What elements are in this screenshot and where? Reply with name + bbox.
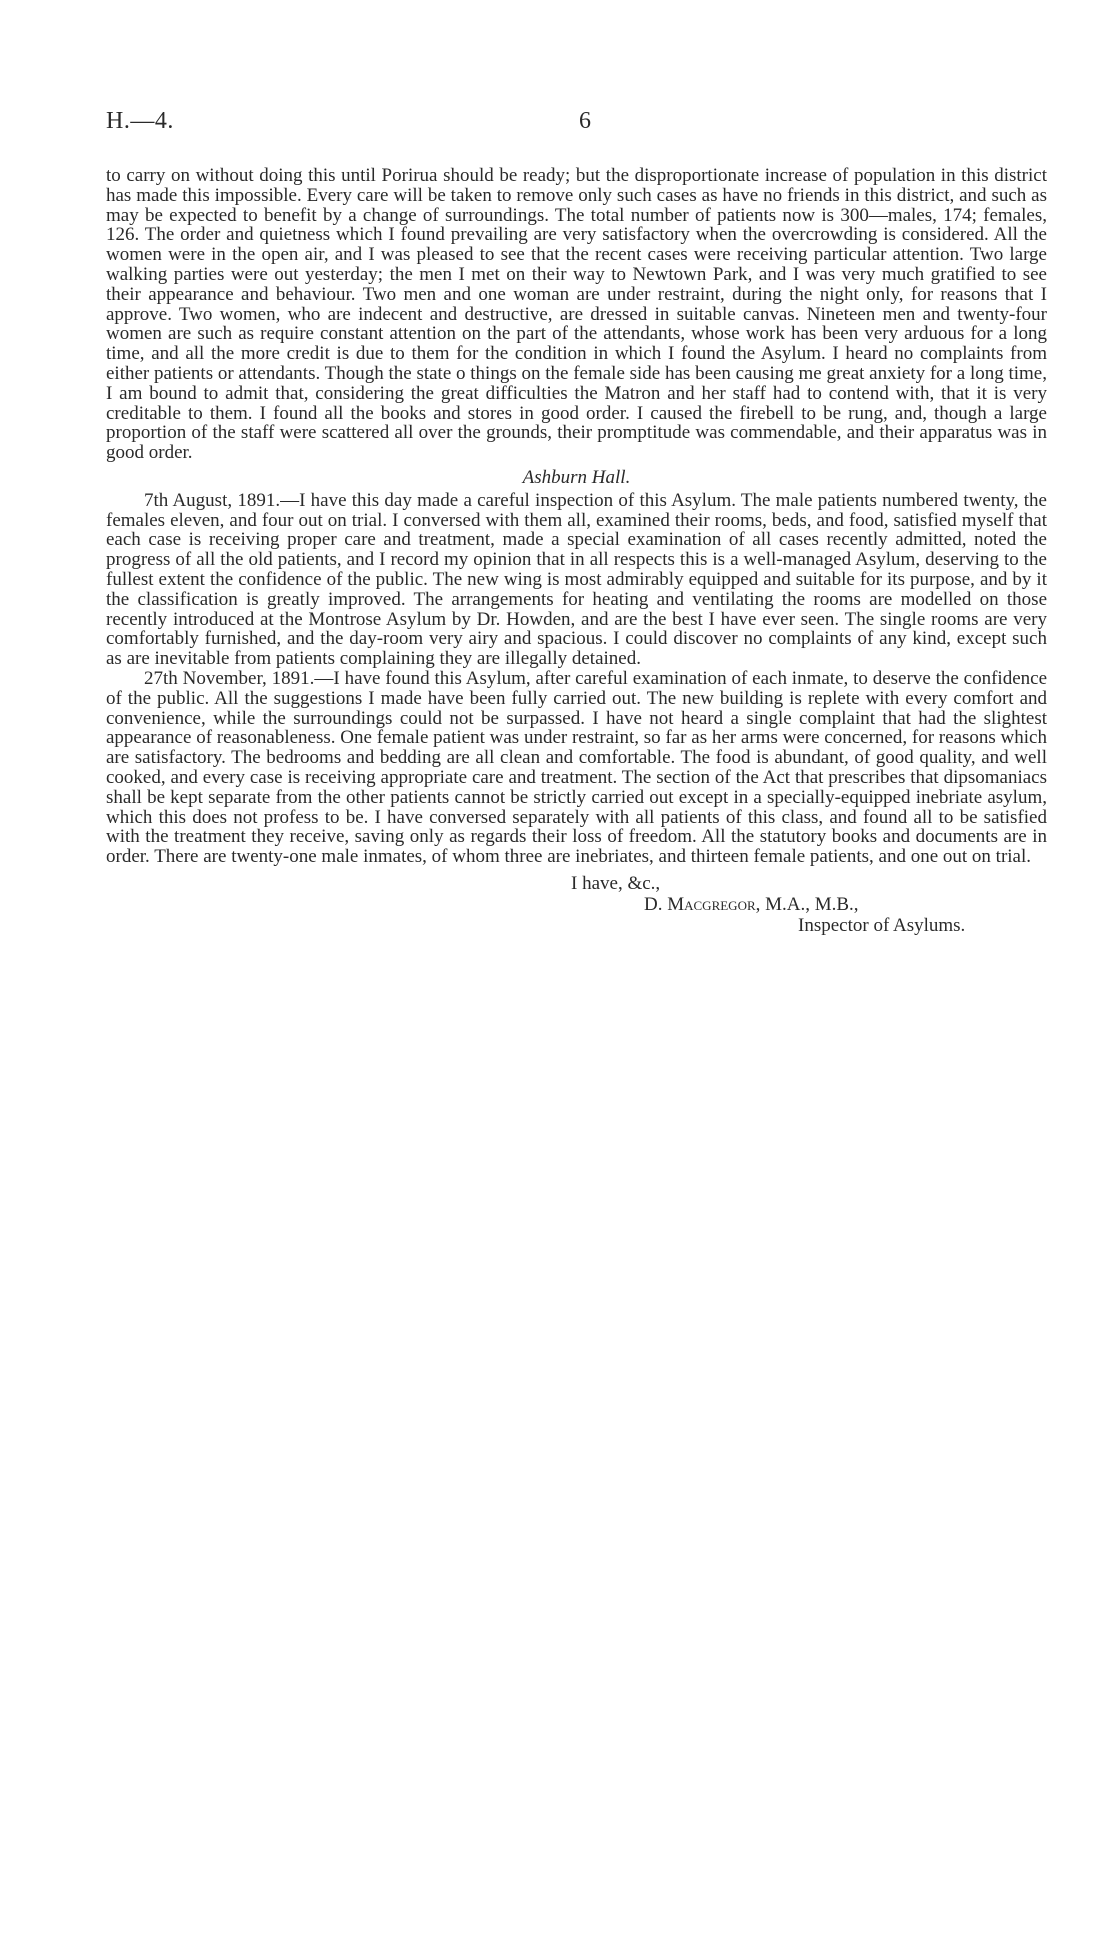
august-entry-paragraph: 7th August, 1891.—I have this day made a careful inspection of this Asylum. The male patients numbered twenty, the females eleven, and four out on trial. I conversed with them all, examined their rooms, beds, and food, satisfied myself that each case is receiving proper care and treatment, made a special examination of all cases recently admitted, noted the progress of all the old patients, and I record my opinion that in all respects this is a well-managed Asylum, deserving to the fullest extent the confidence of the public. The new wing is most admirably equipped and suitable for its purpose, and by it the classification is greatly improved. The arrangements for heating and ventilating the rooms are modelled on those recently introduced at the Montrose Asylum by Dr. Howden, and are the best I have ever seen. The single rooms are very comfortably furnished, and the day-room very airy and spacious. I could discover no complaints of any kind, except such as are inevitable from patients complaining they are illegally detained.	[106, 489, 1047, 670]
report-body	[106, 166, 1047, 936]
section-heading: Ashburn Hall.	[522, 466, 631, 488]
document-reference: H.—4.	[106, 108, 174, 134]
signature-title: Inspector of Asylums.	[798, 914, 966, 936]
running-header	[106, 108, 1046, 138]
continuation-paragraph: to carry on without doing this until Porirua should be ready; but the disproportionate increase of population in this district has made this impossible. Every care will be taken to remove only such cases as have no friends in this district, and such as may be expected to benefit by a change of surroundings. The total number of patients now is 300—males, 174; females, 126. The order and quietness which I found prevailing are very satisfactory when the overcrowding is considered. All the women were in the open air, and I was pleased to see that the recent cases were receiving particular attention. Two large walking parties were out yesterday; the men I met on their way to Newtown Park, and I was very much gratified to see their appearance and behaviour. Two men and one woman are under restraint, during the night only, for reasons that I approve. Two women, who are indecent and destructive, are dressed in suitable canvas. Nineteen men and twenty-four women are such as require constant attention on the part of the attendants, whose work has been very arduous for a long time, and all the more credit is due to them for the condition in which I found the Asylum. I heard no complaints from either patients or attendants. Though the state o things on the female side has been causing me great anxiety for a long time, I am bound to admit that, considering the great difficulties the Matron and her staff had to contend with, that it is very creditable to them. I found all the books and stores in good order. I caused the firebell to be rung, and, though a large proportion of the staff were scattered all over the grounds, their promptitude was commendable, and their apparatus was in good order.	[106, 165, 1047, 464]
page-number: 6	[579, 108, 591, 134]
signature-greeting: I have, &c.,	[571, 872, 661, 894]
november-entry-paragraph: 27th November, 1891.—I have found this Asylum, after careful examination of each inmate, to deserve the confidence of the public. All the suggestions I made have been fully carried out. The new building is replete with every comfort and convenience, while the surroundings could not be surpassed. I have not heard a single complaint that had the slightest appearance of reasonableness. One female patient was under restraint, so far as her arms were concerned, for reasons which are satisfactory. The bedrooms and bedding are all clean and comfortable. The food is abundant, of good quality, and well cooked, and every case is receiving appropriate care and treatment. The section of the Act that prescribes that dipsomaniacs shall be kept separate from the other patients cannot be strictly carried out except in a specially-equipped inebriate asylum, which this does not profess to be. I have conversed separately with all patients of this class, and found all to be satisfied with the treatment they receive, saving only as regards their loss of freedom. All the statutory books and documents are in order. There are twenty-one male inmates, of whom three are inebriates, and thirteen female patients, and one out on trial.	[106, 667, 1047, 868]
signature-name: D. Macgregor, M.A., M.B.,	[644, 893, 859, 915]
signature-block	[106, 873, 1047, 936]
